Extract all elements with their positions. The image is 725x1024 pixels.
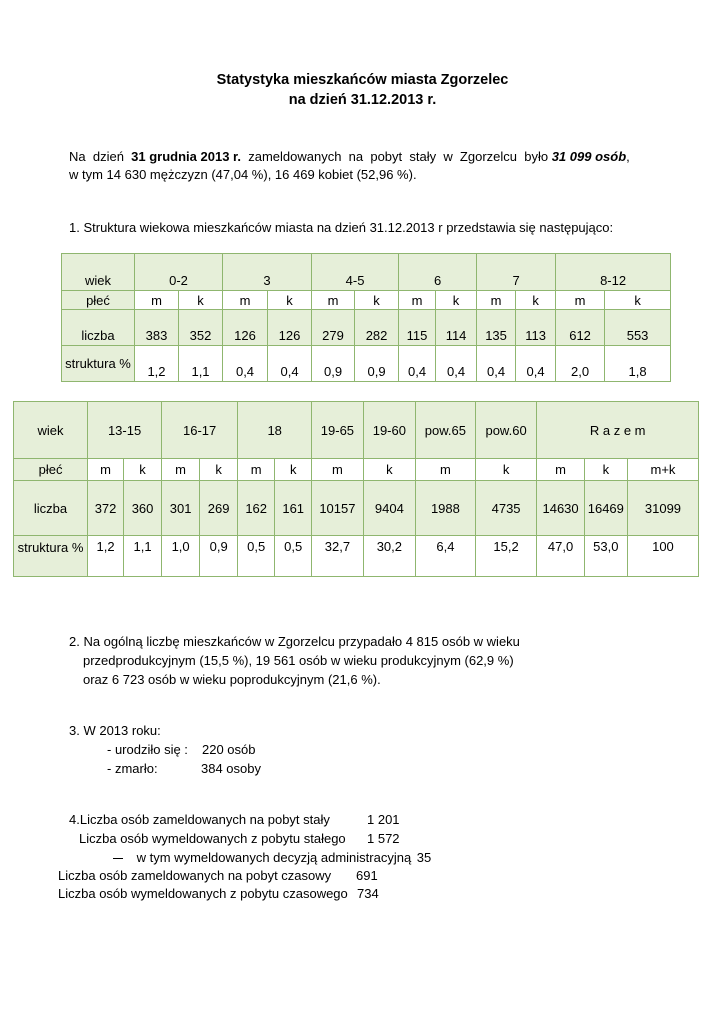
table2-structure-cell: 6,4 (416, 536, 476, 577)
table1-gender-cell: k (436, 291, 477, 310)
age-structure-table-2 (13, 401, 699, 577)
intro-total: 31 099 osób (551, 149, 627, 164)
table2-structure-row (14, 536, 699, 577)
table2-count-row (14, 481, 699, 536)
table1-structure-cell: 0,4 (399, 346, 436, 382)
deregistered-permanent-label: Liczba osób wymeldowanych z pobytu stałego (79, 831, 346, 846)
table2-struktura-label: struktura % (14, 536, 88, 577)
table2-group-cell: pow.65 (416, 402, 476, 459)
registered-permanent-label: 4.Liczba osób zameldowanych na pobyt stały (69, 812, 330, 827)
table2-gender-cell: m (312, 459, 363, 481)
table2-count-cell: 4735 (475, 481, 537, 536)
section2-line-1: 2. Na ogólną liczbę mieszkańców w Zgorzelcu przypadało 4 815 osób w wieku (69, 634, 520, 649)
table1-gender-cell: m (223, 291, 268, 310)
table2-count-cell: 161 (275, 481, 312, 536)
table1-group-cell: 3 (223, 254, 312, 291)
dash-bullet-icon (113, 858, 123, 859)
table2-gender-cell: m (88, 459, 124, 481)
table1-gender-cell: m (477, 291, 516, 310)
table2-gender-cell: k (363, 459, 415, 481)
administrative-deregistration-line (113, 848, 431, 867)
table2-count-cell: 10157 (312, 481, 363, 536)
table2-structure-cell: 100 (627, 536, 698, 577)
registered-temporary-value: 691 (356, 868, 378, 883)
table2-count-cell: 360 (124, 481, 162, 536)
table1-structure-cell: 0,4 (223, 346, 268, 382)
table2-liczba-label: liczba (14, 481, 88, 536)
administrative-deregistration-value: 35 (416, 850, 432, 865)
table2-gender-cell: m+k (627, 459, 698, 481)
table2-group-cell: 13-15 (88, 402, 162, 459)
table1-structure-cell: 0,9 (355, 346, 399, 382)
intro-date: 31 grudnia 2013 r. (131, 149, 241, 164)
table1-structure-cell: 0,4 (268, 346, 312, 382)
table2-wiek-label: wiek (14, 402, 88, 459)
table1-structure-cell: 0,4 (436, 346, 477, 382)
table1-gender-cell: k (355, 291, 399, 310)
table1-gender-cell: m (135, 291, 179, 310)
table1-count-cell: 115 (399, 310, 436, 346)
table2-structure-cell: 1,1 (124, 536, 162, 577)
table1-count-cell: 352 (179, 310, 223, 346)
table1-gender-cell: m (399, 291, 436, 310)
deregistered-permanent-value: 1 572 (367, 831, 400, 846)
table1-gender-cell: k (605, 291, 671, 310)
table2-structure-cell: 0,5 (238, 536, 275, 577)
births-value: 220 osób (202, 742, 256, 757)
table2-gender-cell: m (537, 459, 584, 481)
table2-gender-cell: k (200, 459, 238, 481)
table2-gender-cell: m (416, 459, 476, 481)
table1-count-cell: 383 (135, 310, 179, 346)
intro-line-1 (69, 147, 630, 166)
table2-structure-cell: 0,5 (275, 536, 312, 577)
table1-liczba-label: liczba (62, 310, 135, 346)
age-structure-table-1 (61, 253, 671, 382)
table2-structure-cell: 1,2 (88, 536, 124, 577)
table2-group-cell: 18 (238, 402, 312, 459)
table2-gender-cell: k (124, 459, 162, 481)
table1-age-row (62, 254, 671, 291)
table1-structure-cell: 0,4 (516, 346, 556, 382)
table1-count-cell: 553 (605, 310, 671, 346)
table2-structure-cell: 15,2 (475, 536, 537, 577)
table1-group-cell: 7 (477, 254, 556, 291)
deaths-label: - zmarło: (107, 761, 158, 776)
table2-gender-cell: m (238, 459, 275, 481)
table1-count-cell: 612 (556, 310, 605, 346)
table1-plec-label: płeć (62, 291, 135, 310)
table1-count-cell: 114 (436, 310, 477, 346)
table2-group-cell: 16-17 (162, 402, 238, 459)
table1-struktura-label: struktura % (62, 346, 135, 382)
table2-count-cell: 1988 (416, 481, 476, 536)
intro-text-a: Na dzień (69, 149, 132, 164)
table1-group-cell: 6 (399, 254, 477, 291)
table1-group-cell: 0-2 (135, 254, 223, 291)
table1-structure-cell: 0,9 (312, 346, 355, 382)
table1-structure-cell: 1,8 (605, 346, 671, 382)
table1-count-row (62, 310, 671, 346)
table2-gender-cell: m (162, 459, 200, 481)
deregistered-temporary-value: 734 (357, 886, 379, 901)
table1-gender-row (62, 291, 671, 310)
table1-count-cell: 126 (268, 310, 312, 346)
table2-gender-cell: k (275, 459, 312, 481)
page-subtitle: na dzień 31.12.2013 r. (288, 92, 437, 108)
table2-age-row (14, 402, 699, 459)
table2-gender-cell: k (584, 459, 627, 481)
table2-gender-row (14, 459, 699, 481)
intro-line-2: w tym 14 630 mężczyzn (47,04 %), 16 469 kobiet (52,96 %). (69, 167, 417, 182)
table1-gender-cell: k (268, 291, 312, 310)
table2-count-cell: 31099 (627, 481, 698, 536)
table1-group-cell: 4-5 (312, 254, 399, 291)
table1-count-cell: 282 (355, 310, 399, 346)
table2-structure-cell: 30,2 (363, 536, 415, 577)
table1-wiek-label: wiek (62, 254, 135, 291)
table2-structure-cell: 32,7 (312, 536, 363, 577)
table1-structure-cell: 0,4 (477, 346, 516, 382)
table2-group-cell: 19-60 (363, 402, 415, 459)
table1-gender-cell: m (312, 291, 355, 310)
table2-count-cell: 16469 (584, 481, 627, 536)
table2-structure-cell: 0,9 (200, 536, 238, 577)
table2-group-cell: 19-65 (312, 402, 363, 459)
table2-structure-cell: 1,0 (162, 536, 200, 577)
table1-group-cell: 8-12 (556, 254, 671, 291)
table1-structure-cell: 2,0 (556, 346, 605, 382)
table2-group-cell: R a z e m (537, 402, 699, 459)
section2-line-2: przedprodukcyjnym (15,5 %), 19 561 osób w wieku produkcyjnym (62,9 %) (83, 653, 514, 668)
table2-count-cell: 9404 (363, 481, 415, 536)
deaths-value: 384 osoby (201, 761, 261, 776)
intro-text-b: zameldowanych na pobyt stały w Zgorzelcu było (241, 149, 552, 164)
table1-structure-row (62, 346, 671, 382)
table2-count-cell: 269 (200, 481, 238, 536)
deregistered-temporary-label: Liczba osób wymeldowanych z pobytu czasowego (58, 886, 348, 901)
administrative-deregistration-label: w tym wymeldowanych decyzją administracyjną (136, 850, 412, 865)
table1-count-cell: 126 (223, 310, 268, 346)
table2-structure-cell: 53,0 (584, 536, 627, 577)
table2-count-cell: 162 (238, 481, 275, 536)
registered-temporary-label: Liczba osób zameldowanych na pobyt czasowy (58, 868, 332, 883)
page-title: Statystyka mieszkańców miasta Zgorzelec (216, 72, 509, 88)
table1-structure-cell: 1,1 (179, 346, 223, 382)
births-label: - urodziło się : (107, 742, 188, 757)
table1-gender-cell: m (556, 291, 605, 310)
table2-count-cell: 14630 (537, 481, 584, 536)
table2-gender-cell: k (475, 459, 537, 481)
table2-group-cell: pow.60 (475, 402, 537, 459)
table1-structure-cell: 1,2 (135, 346, 179, 382)
table1-count-cell: 135 (477, 310, 516, 346)
registered-permanent-value: 1 201 (367, 812, 400, 827)
section3-heading: 3. W 2013 roku: (69, 723, 161, 738)
table1-count-cell: 113 (516, 310, 556, 346)
section1-heading: 1. Struktura wiekowa mieszkańców miasta na dzień 31.12.2013 r przedstawia się następująco: (69, 220, 614, 235)
table1-gender-cell: k (516, 291, 556, 310)
table2-count-cell: 372 (88, 481, 124, 536)
section2-line-3: oraz 6 723 osób w wieku poprodukcyjnym (21,6 %). (83, 672, 381, 687)
table2-structure-cell: 47,0 (537, 536, 584, 577)
table2-count-cell: 301 (162, 481, 200, 536)
intro-text-c: , (626, 149, 630, 164)
table1-gender-cell: k (179, 291, 223, 310)
table2-plec-label: płeć (14, 459, 88, 481)
table1-count-cell: 279 (312, 310, 355, 346)
